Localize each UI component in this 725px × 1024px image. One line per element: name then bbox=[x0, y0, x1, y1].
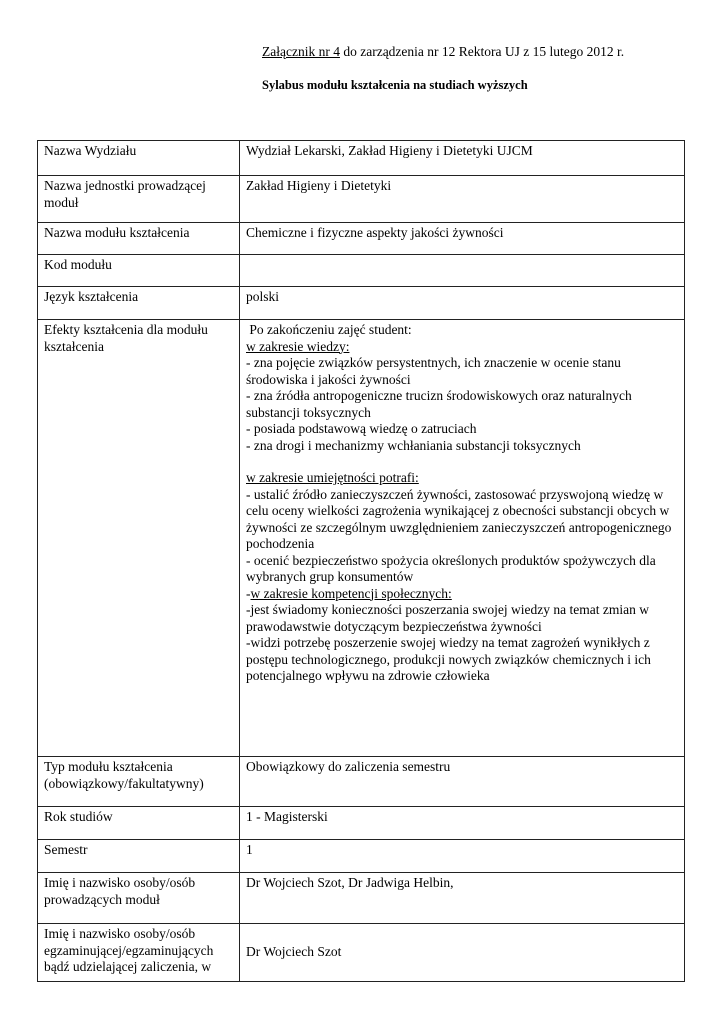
knowledge-heading: w zakresie wiedzy: bbox=[246, 338, 350, 354]
table-row bbox=[38, 757, 685, 807]
table-row bbox=[38, 807, 685, 840]
table-row bbox=[38, 176, 685, 223]
year-value: 1 - Magisterski bbox=[240, 807, 685, 840]
language-value: polski bbox=[240, 287, 685, 320]
annex-rest: do zarządzenia nr 12 Rektora UJ z 15 lutego 2012 r. bbox=[339, 44, 625, 59]
outcomes-label: Efekty kształcenia dla modułu kształcenia bbox=[38, 320, 240, 757]
list-item: - zna drogi i mechanizmy wchłaniania substancji toksycznych bbox=[246, 437, 581, 453]
annex-header bbox=[262, 44, 624, 60]
list-item: - ocenić bezpieczeństwo spożycia określonych produktów spożywczych dla wybranych grup konsumentów bbox=[246, 552, 656, 584]
table-row bbox=[38, 287, 685, 320]
annex-link: Załącznik nr 4 bbox=[262, 44, 340, 59]
outcomes-intro: Po zakończeniu zajęć student: bbox=[246, 322, 412, 337]
list-item: -widzi potrzebę poszerzenie swojej wiedzy na temat zagrożeń wynikłych z postępu technologicznego, produkcji nowych związków chemicznych i ich potencjalnego wpływu na zdrowie człowieka bbox=[246, 635, 651, 683]
faculty-value: Wydział Lekarski, Zakład Higieny i Dietetyki UJCM bbox=[240, 141, 685, 176]
syllabus-table bbox=[37, 140, 685, 982]
examiners-label: Imię i nazwisko osoby/osób egzaminującej/egzaminujących bądź udzielającej zaliczenia, w bbox=[38, 924, 240, 982]
unit-value: Zakład Higieny i Dietetyki bbox=[240, 176, 685, 223]
module-code-label: Kod modułu bbox=[38, 255, 240, 287]
module-code-value bbox=[240, 255, 685, 287]
faculty-label: Nazwa Wydziału bbox=[38, 141, 240, 176]
language-label: Język kształcenia bbox=[38, 287, 240, 320]
list-item: - posiada podstawową wiedzę o zatruciach bbox=[246, 421, 477, 436]
table-row bbox=[38, 873, 685, 924]
module-name-value: Chemiczne i fizyczne aspekty jakości żywności bbox=[240, 223, 685, 255]
list-item: -jest świadomy konieczności poszerzania swojej wiedzy na temat zmian w prawodawstwie dotyczącym bezpieczeństwa żywności bbox=[246, 602, 649, 634]
semester-value: 1 bbox=[240, 840, 685, 873]
table-row bbox=[38, 840, 685, 873]
module-type-value: Obowiązkowy do zaliczenia semestru bbox=[240, 757, 685, 807]
instructors-label: Imię i nazwisko osoby/osób prowadzących moduł bbox=[38, 873, 240, 924]
examiners-value: Dr Wojciech Szot bbox=[240, 924, 685, 982]
list-item: - ustalić źródło zanieczyszczeń żywności, zastosować przyswojoną wiedzę w celu oceny wielkości zagrożenia wynikającej z obecności substancji obcych w żywności ze szczególnym uwzględnieniem zanieczyszczeń antropogenicznego pochodzenia bbox=[246, 486, 672, 551]
list-item: - zna pojęcie związków persystentnych, ich znaczenie w ocenie stanu środowiska i jakości żywności bbox=[246, 355, 621, 387]
instructors-value: Dr Wojciech Szot, Dr Jadwiga Helbin, bbox=[240, 873, 685, 924]
table-row bbox=[38, 255, 685, 287]
semester-label: Semestr bbox=[38, 840, 240, 873]
social-heading: w zakresie kompetencji społecznych: bbox=[250, 585, 452, 601]
module-type-label: Typ modułu kształcenia (obowiązkowy/fakultatywny) bbox=[38, 757, 240, 807]
year-label: Rok studiów bbox=[38, 807, 240, 840]
document-subtitle: Sylabus modułu kształcenia na studiach wyższych bbox=[262, 78, 528, 92]
outcomes-value bbox=[240, 320, 685, 757]
table-row bbox=[38, 320, 685, 757]
unit-label: Nazwa jednostki prowadzącej moduł bbox=[38, 176, 240, 223]
table-row bbox=[38, 223, 685, 255]
social-prefix: - bbox=[246, 585, 251, 601]
social-heading-line bbox=[246, 586, 679, 603]
module-name-label: Nazwa modułu kształcenia bbox=[38, 223, 240, 255]
table-row bbox=[38, 141, 685, 176]
spacer bbox=[246, 454, 679, 470]
table-row bbox=[38, 924, 685, 982]
list-item: - zna źródła antropogeniczne trucizn środowiskowych oraz naturalnych substancji toksycznych bbox=[246, 388, 632, 420]
skills-heading: w zakresie umiejętności potrafi: bbox=[246, 470, 419, 485]
